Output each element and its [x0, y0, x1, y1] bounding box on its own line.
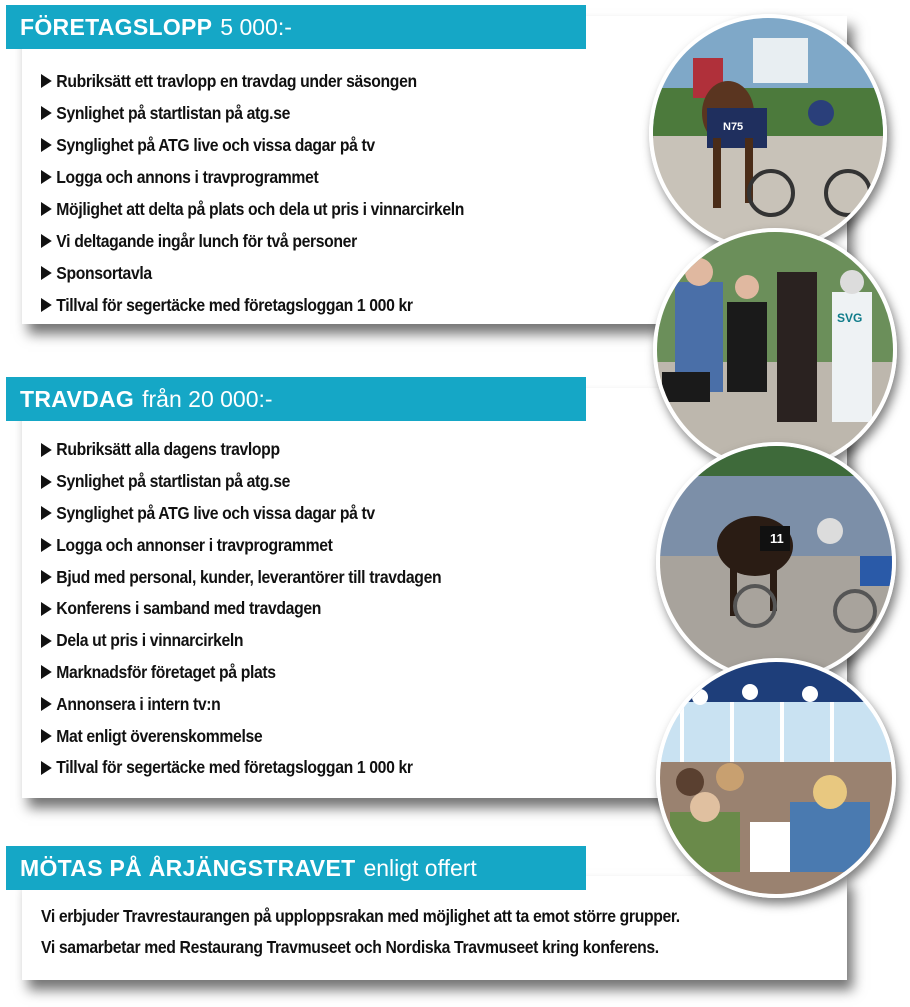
arrow-bullet-icon — [41, 729, 52, 743]
photo-restaurant — [656, 658, 896, 898]
list-item: Konferens i samband med travdagen — [41, 593, 441, 625]
arrow-bullet-icon — [41, 761, 52, 775]
motas-text — [41, 906, 751, 968]
arrow-bullet-icon — [41, 570, 52, 584]
arrow-bullet-icon — [41, 506, 52, 520]
photo-label: N75 — [723, 121, 744, 133]
foretagslopp-list — [41, 65, 511, 321]
photo-label: 11 — [770, 531, 784, 546]
travdag-header — [6, 377, 586, 421]
arrow-bullet-icon — [41, 202, 52, 216]
list-item: Synlighet på startlistan på atg.se — [41, 97, 464, 129]
foretagslopp-price: 5 000:- — [220, 13, 292, 40]
travdag-list — [41, 434, 486, 784]
travdag-title: TRAVDAG — [20, 385, 135, 412]
list-item: Möjlighet att delta på plats och dela ut pris i vinnarcirkeln — [41, 193, 464, 225]
arrow-bullet-icon — [41, 106, 52, 120]
arrow-bullet-icon — [41, 266, 52, 280]
list-item: Synglighet på ATG live och vissa dagar på tv — [41, 498, 441, 530]
list-item: Synlighet på startlistan på atg.se — [41, 466, 441, 498]
list-item: Dela ut pris i vinnarcirkeln — [41, 625, 441, 657]
arrow-bullet-icon — [41, 298, 52, 312]
list-item: Sponsortavla — [41, 257, 464, 289]
list-item: Logga och annonser i travprogrammet — [41, 529, 441, 561]
arrow-bullet-icon — [41, 74, 52, 88]
motas-title: MÖTAS PÅ ÅRJÄNGSTRAVET — [20, 854, 356, 881]
foretagslopp-title: FÖRETAGSLOPP — [20, 13, 213, 40]
list-item: Logga och annons i travprogrammet — [41, 161, 464, 193]
motas-paragraph: Vi erbjuder Travrestaurangen på upploppsrakan med möjlighet att ta emot större grupper. — [41, 906, 680, 926]
foretagslopp-header — [6, 5, 586, 49]
list-item: Vi deltagande ingår lunch för två personer — [41, 225, 464, 257]
arrow-bullet-icon — [41, 443, 52, 457]
arrow-bullet-icon — [41, 634, 52, 648]
arrow-bullet-icon — [41, 602, 52, 616]
list-item: Rubriksätt alla dagens travlopp — [41, 434, 441, 466]
arrow-bullet-icon — [41, 234, 52, 248]
arrow-bullet-icon — [41, 138, 52, 152]
motas-paragraph: Vi samarbetar med Restaurang Travmuseet och Nordiska Travmuseet kring konferens. — [41, 937, 659, 957]
photo-winner-circle — [653, 228, 897, 472]
motas-price: enligt offert — [363, 854, 477, 881]
list-item: Tillval för segertäcke med företagsloggan 1 000 kr — [41, 752, 441, 784]
arrow-bullet-icon — [41, 697, 52, 711]
list-item: Marknadsför företaget på plats — [41, 657, 441, 689]
photo-trotting-horse — [649, 14, 887, 252]
arrow-bullet-icon — [41, 170, 52, 184]
list-item: Rubriksätt ett travlopp en travdag under säsongen — [41, 65, 464, 97]
list-item: Bjud med personal, kunder, leverantörer till travdagen — [41, 561, 441, 593]
arrow-bullet-icon — [41, 538, 52, 552]
motas-header — [6, 846, 586, 890]
list-item: Annonsera i intern tv:n — [41, 688, 441, 720]
list-item: Tillval för segertäcke med företagsloggan 1 000 kr — [41, 289, 464, 321]
travdag-price: från 20 000:- — [142, 385, 273, 412]
list-item: Synglighet på ATG live och vissa dagar på tv — [41, 129, 464, 161]
photo-label: SVG — [837, 311, 863, 325]
arrow-bullet-icon — [41, 665, 52, 679]
list-item: Mat enligt överenskommelse — [41, 720, 441, 752]
arrow-bullet-icon — [41, 475, 52, 489]
photo-race-crowd — [656, 442, 896, 682]
